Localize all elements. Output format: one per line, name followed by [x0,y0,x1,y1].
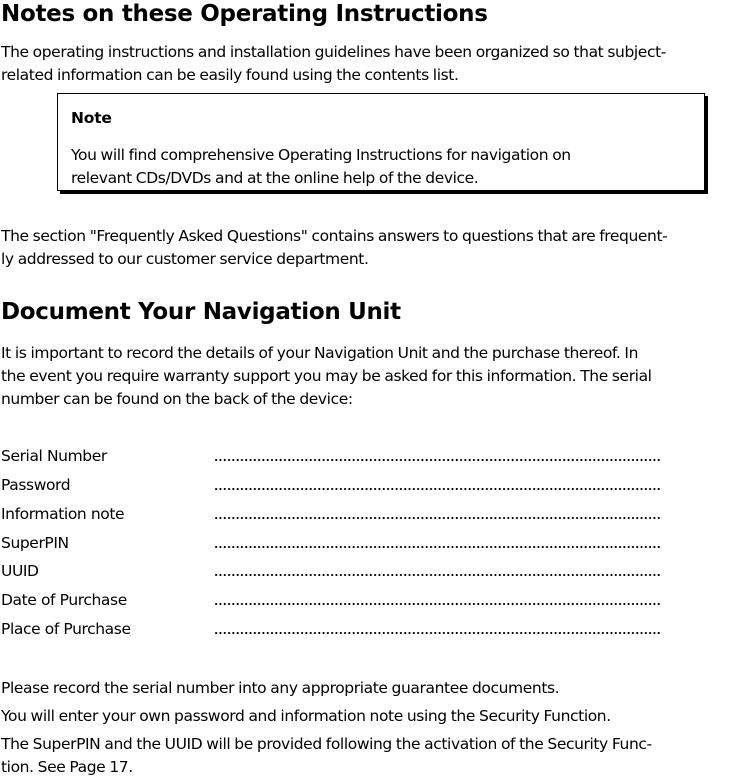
field-label-date-of-purchase: Date of Purchase [1,591,127,609]
document-line-2: the event you require warranty support you may be asked for this information. The serial [1,367,652,385]
field-dots-date-of-purchase [214,588,662,612]
note-line-1: You will find comprehensive Operating Instructions for navigation on [71,146,571,164]
footer-line-password: You will enter your own password and information note using the Security Function. [1,707,611,725]
intro-paragraph [1,41,753,87]
footer-superpin-line-1: The SuperPIN and the UUID will be provided following the activation of the Security Func- [1,735,652,753]
field-dots-uuid [214,559,662,583]
field-row-password [1,473,671,497]
intro-line-2: related information can be easily found using the contents list. [1,66,459,84]
footer-superpin-line-2: tion. See Page 17. [1,758,133,776]
field-dots-place-of-purchase [214,617,662,641]
footer-paragraph-superpin [1,733,753,779]
field-row-information-note [1,502,671,526]
field-label-serial-number: Serial Number [1,447,107,465]
document-line-3: number can be found on the back of the device: [1,390,353,408]
field-label-superpin: SuperPIN [1,534,69,552]
field-dots-information-note [214,502,662,526]
field-label-password: Password [1,476,71,494]
heading-document-unit: Document Your Navigation Unit [1,299,401,325]
note-line-2: relevant CDs/DVDs and at the online help of the device. [71,169,479,187]
note-title: Note [71,109,112,127]
field-row-date-of-purchase [1,588,671,612]
note-text [71,144,696,190]
field-label-place-of-purchase: Place of Purchase [1,620,131,638]
heading-operating-instructions: Notes on these Operating Instructions [1,1,488,27]
field-label-information-note: Information note [1,505,125,523]
field-dots-serial-number [214,444,662,468]
field-dots-superpin [214,531,662,555]
document-line-1: It is important to record the details of your Navigation Unit and the purchase thereof. In [1,344,638,362]
faq-line-2: ly addressed to our customer service department. [1,250,369,268]
footer-line-guarantee: Please record the serial number into any appropriate guarantee documents. [1,679,560,697]
document-paragraph [1,342,753,411]
field-dots-password [214,473,662,497]
note-box [57,93,705,191]
intro-line-1: The operating instructions and installation guidelines have been organized so that subject- [1,43,666,61]
field-label-uuid: UUID [1,562,39,580]
field-row-serial-number [1,444,671,468]
field-row-place-of-purchase [1,617,671,641]
field-row-superpin [1,531,671,555]
field-row-uuid [1,559,671,583]
faq-line-1: The section "Frequently Asked Questions" contains answers to questions that are frequent- [1,227,668,245]
faq-paragraph [1,225,753,271]
